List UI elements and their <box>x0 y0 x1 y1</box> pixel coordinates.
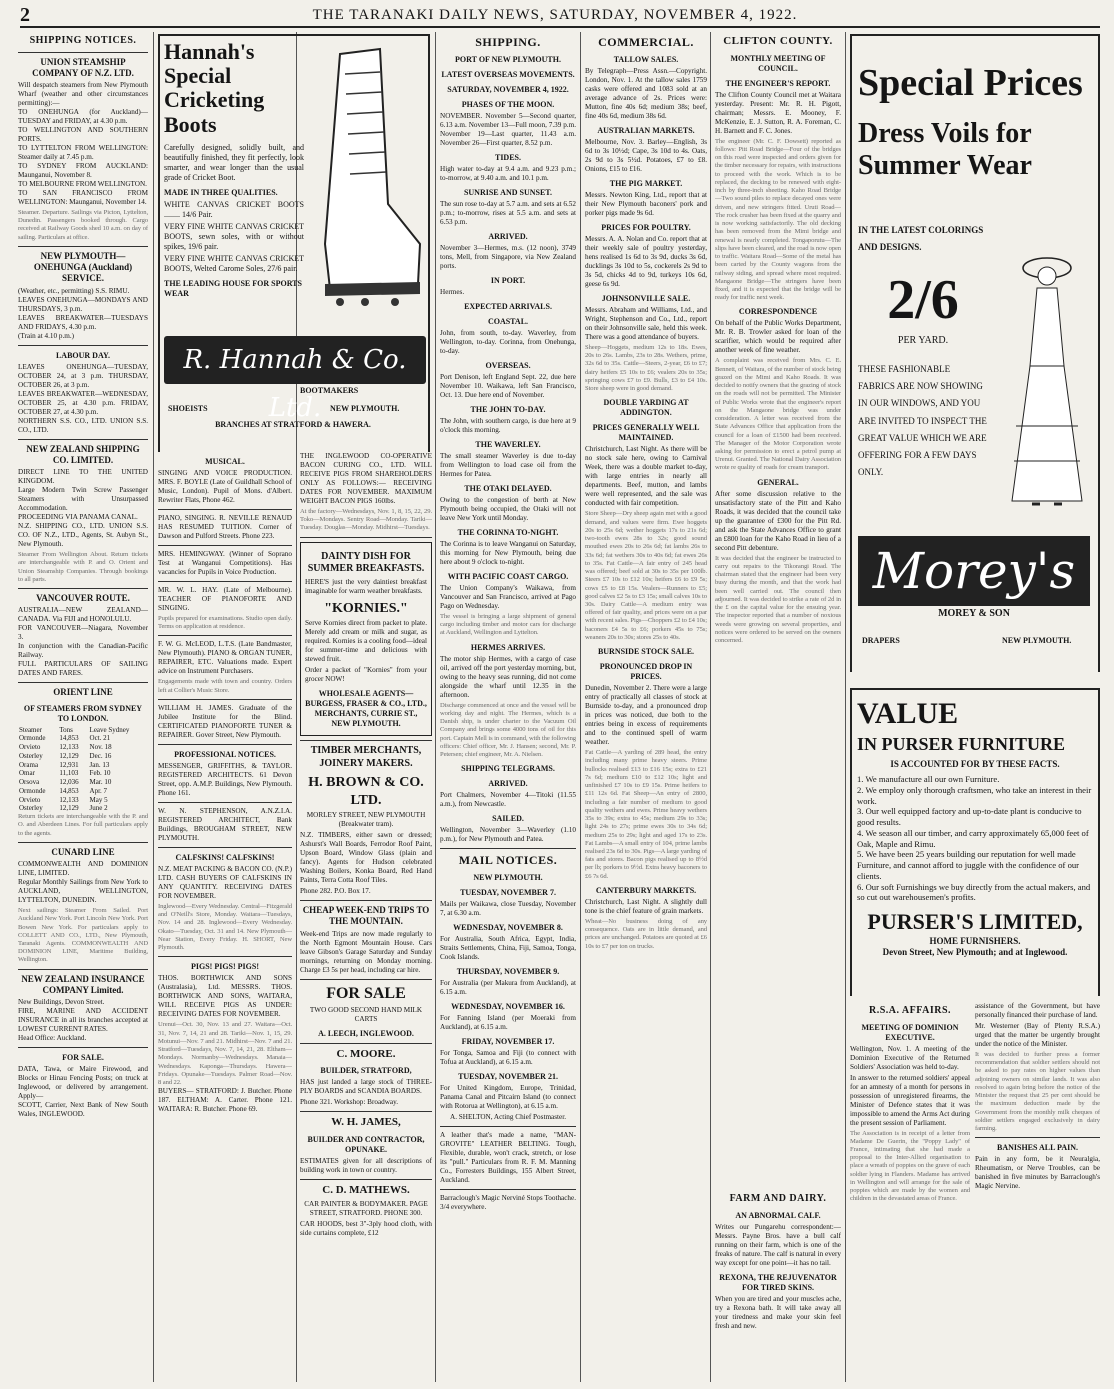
sun-heading: SUNRISE AND SUNSET. <box>463 188 553 197</box>
hannah-quality-2: VERY FINE WHITE CANVAS CRICKET BOOTS, sewn soles, with or without spikes, 19/6 pair. <box>164 221 304 251</box>
professional-item: W. N. STEPHENSON, A.N.Z.I.A. REGISTERED ARCHITECT, Bank Buildings, BROUGHAM STREET, NEW PLYMOUTH. <box>158 806 292 842</box>
tallow-heading: TALLOW SALES. <box>613 55 679 64</box>
morey-price: 2/6 <box>887 268 959 331</box>
morey-son: MOREY & SON <box>938 608 1010 619</box>
pig-body: Messrs. Newton King, Ltd., report that at their New Plymouth baconers' pork and porker pigs made 9s 6d. <box>585 191 707 217</box>
james-name: W. H. JAMES, <box>331 1116 401 1129</box>
column-rule <box>435 32 436 1382</box>
farm-heading: FARM AND DAIRY. <box>729 1193 827 1204</box>
hannah-branches: BRANCHES AT STRATFORD & HAWERA. <box>215 420 371 429</box>
aus-body: Melbourne, Nov. 3. Barley—English, 3s 6d to 3s 10½d; Cape, 3s 10d to 4s. Oats, 2s 9d to 3s 5½d. Potatoes, £7 to £8. Onions, £15 to £16. <box>585 138 707 173</box>
purser-home: HOME FURNISHERS. <box>929 935 1021 946</box>
pigs-heading: PIGS! PIGS! PIGS! <box>190 962 259 972</box>
orient-title: ORIENT LINE <box>53 687 113 698</box>
timber-title: TIMBER MERCHANTS, JOINERY MAKERS. <box>310 745 422 769</box>
morey-advertisement <box>850 32 1100 672</box>
coop-body: THE INGLEWOOD CO-OPERATIVE BACON CURING CO., LTD. WILL RECEIVE PIGS FROM SHAREHOLDERS ONLY AS FOLLOWS:— RECEIVING DATES FOR NOVEMBER. MAXIMUM WEIGHT BACON PIGS 160lbs. <box>300 452 432 505</box>
addington-heading: DOUBLE YARDING AT ADDINGTON. <box>603 398 689 418</box>
burnside-sub: PRONOUNCED DROP IN PRICES. <box>599 662 693 682</box>
coastal-heading: COASTAL. <box>487 317 529 326</box>
pacific-body: The Union Company's Waikawa, from Vancouver and San Francisco, arrived at Pago Pago on Wednesday. <box>440 584 576 610</box>
morey-subtitle: Dress Voils for Summer Wear <box>858 118 1032 182</box>
professional-item: MESSENGER, GRIFFITHS, & TAYLOR. REGISTERED ARCHITECTS. 61 Devon Street, opp. A.M.P. Buildings, New Plymouth. Phone 161. <box>158 761 292 797</box>
otaki-heading: THE OTAKI DELAYED. <box>464 484 552 493</box>
farm-body: Writes our Pungarehu correspondent:— Messrs. Payne Bros. have a bull calf running on their farm, which is one of the freaks of nature. The calf is natural in every way except for one point—it has no tail. <box>715 1222 841 1267</box>
vancouver-body: AUSTRALIA—NEW ZEALAND—CANADA. Via FIJI and HONOLULU. FOR VANCOUVER—Niagara, November 3. In conjunction with the Canadian-Pacific Railway. FULL PARTICULARS OF SAILING DATES AND FARES. <box>18 606 148 678</box>
burnside-body: Dunedin, November 2. There were a large entry of practically all classes of stock at Burnside to-day, and a pronounced drop in prices was noticed, due both to the entries being in excess of requirements and to the continued spell of warm weather. <box>585 684 707 747</box>
column-rule <box>845 32 846 1382</box>
cunard-title: CUNARD LINE <box>51 846 115 857</box>
column-rule <box>153 32 154 1382</box>
rsa-heading: R.S.A. AFFAIRS. <box>868 1005 952 1016</box>
waverley-body: The small steamer Waverley is due to-day from Wellington to load case oil from the Hermes for Patea. <box>440 452 576 478</box>
otaki-body: Owing to the congestion of berth at New Plymouth being occupied, the Otaki will not leave New York until Monday. <box>440 496 576 522</box>
purser-value: VALUE <box>857 697 959 730</box>
table-row: Ormonde 14,853 Oct. 21 <box>19 734 111 743</box>
sun-body: The sun rose to-day at 5.7 a.m. and sets at 6.52 p.m.; to-morrow, rises at 5.5 a.m. and sets at 6.53 p.m. <box>440 200 576 226</box>
mail-signoff: A. SHELTON, Acting Chief Postmaster. <box>450 1113 566 1122</box>
purser-fact: 4. We season all our timber, and carry approximately 65,000 feet of Oak, Maple and Rimu. <box>857 827 1089 849</box>
adverts-column: THE INGLEWOOD CO-OPERATIVE BACON CURING CO., LTD. WILL RECEIVE PIGS FROM SHAREHOLDERS ONLY AS FOLLOWS:— RECEIVING DATES FOR NOVEMBER. MAXIMUM WEIGHT BACON PIGS 160lbs. At the factory—Wednesdays, Nov. 1, 8, 15, 22, 29. Toko—Mondays. Sentry Road—Monday. Tariki—Tuesday. Douglas—Monday. Midhirst—Tuesdays. DAINTY DISH FOR SUMMER BREAKFASTS. HERE'S just the very daintiest breakfast imaginable for warm weather breakfasts. "KORNIES." Serve Kornies direct from packet to plate. Merely add cream or milk and sugar, as required. Kornies is a cooling food—ideal for summer-time and delicious with stewed fruit. Order a packet of "Kornies" from your grocer NOW! WHOLESALE AGENTS— BURGESS, FRASER & CO., LTD., MERCHANTS, CURRIE ST., NEW PLYMOUTH. TIMBER MERCHANTS, JOINERY MAKERS. H. BROWN & CO. LTD. MORLEY STREET, NEW PLYMOUTH (Breakwater tram). N.Z. TIMBERS, either sawn or dressed; Ashurst's Wall Boards, Ferrodor Roof Paint, Upson Board, Window Glass (plain and fancy). Agents for Hudson celebrated Washing Boilers, Konka Board, Red Hand Paints, Terra Cotta Roof Tiles. Phone 282. P.O. Box 17. CHEAP WEEK-END TRIPS TO THE MOUNTAIN. Week-end Trips are now made regularly to the North Egmont Mountain House. Cars leave Gibson's Garage Saturday and Sunday mornings, returning on Monday morning. Charge £3 5s per head, including car hire. FOR SALE TWO GOOD SECOND HAND MILK CARTS A. LEECH, INGLEWOOD. C. MOORE. BUILDER, STRATFORD, HAS just landed a large stock of THREE-PLY BOARDS and SCANDIA BOARDS. Phone 321. Workshop: Broadway. W. H. JAMES, BUILDER AND CONTRACTOR, OPUNAKE. ESTIMATES given for all descriptions of building work in town or country. C. D. MATHEWS. CAR PAINTER & BODYMAKER. PAGE STREET, STRATFORD. PHONE 300. CAR HOODS, best 3"-3ply hood cloth, with side curtains complete, £12 <box>300 452 432 1237</box>
morey-title: Special Prices <box>858 62 1083 104</box>
kornies-body-3: Order a packet of "Kornies" from your grocer NOW! <box>305 666 427 684</box>
mail-fri: FRIDAY, NOVEMBER 17. <box>461 1037 555 1047</box>
james-trade: BUILDER AND CONTRACTOR, OPUNAKE. <box>307 1135 425 1155</box>
musical-item: MR. W. L. HAY. (Late of Melbourne). TEACHER OF PIANOFORTE AND SINGING. <box>158 586 292 612</box>
calfskins-heading: CALFSKINS! CALFSKINS! <box>175 852 275 862</box>
rsa-body-2: In answer to the returned soldiers' appeal for an amnesty of a month for persons in possession of unregistered firearms, the Minister of Defence states that it was impossible to amend the Arms Act during the present session of Parliament. <box>850 1073 970 1127</box>
date-heading: SATURDAY, NOVEMBER 4, 1922. <box>447 85 569 94</box>
purser-address: Devon Street, New Plymouth; and at Inglewood. <box>882 946 1068 957</box>
for-sale-body: DATA, Tawa, or Maire Firewood, and Blocks or Hinau Fencing Posts; on truck at Inglewood, or delivered by arrangement. Apply— SCOTT, Carrier, Next Bank of New South Wales, INGLEWOOD. <box>18 1065 148 1119</box>
canterbury-heading: CANTERBURY MARKETS. <box>595 885 697 895</box>
morey-per: PER YARD. <box>897 334 949 346</box>
poultry-body: Messrs. A. A. Nolan and Co. report that at their weekly sale of poultry yesterday, hens realised 1s 6d to 3s 9d, ducks 3s 6d, ducklings 3s 10d to 5s, cockerels 2s 9d to 3s 5d, chicks 4d to 9d, turkeys 10s 6d, geese 6s 9d. <box>585 235 707 288</box>
corinna-heading: THE CORINNA TO-NIGHT. <box>457 528 559 537</box>
telegrams-heading: SHIPPING TELEGRAMS. <box>461 764 555 774</box>
hannah-shoeists: SHOEISTS <box>168 404 208 413</box>
musical-item: F. W. G. McLEOD, L.T.S. (Late Bandmaster, New Plymouth). PIANO & ORGAN TUNER, REPAIRER, ETC. Valuations made. Expert advice on Instrument Purchasers. <box>158 640 292 676</box>
moore-trade: BUILDER, STRATFORD, <box>320 1066 412 1076</box>
hannah-logo: R. Hannah & Co. Ltd. <box>164 336 426 384</box>
weekend-title: CHEAP WEEK-END TRIPS TO THE MOUNTAIN. <box>302 905 430 927</box>
engineer-heading: THE ENGINEER'S REPORT. <box>725 78 831 88</box>
timber-body: N.Z. TIMBERS, either sawn or dressed; Ashurst's Wall Boards, Ferrodor Roof Paint, Upson Board, Window Glass (plain and fancy). Agents for Hudson celebrated Washing Boilers, Konka Board, Red Hand Paints, Terra Cotta Roof Tiles. <box>300 831 432 885</box>
correspondence-heading: CORRESPONDENCE <box>738 307 818 317</box>
musical-column: MUSICAL. SINGING AND VOICE PRODUCTION. MRS. F. BOYLE (Late of Guildhall School of Music, London). Pupil of Mons. d'Albert. Rewriter Flats, Phone 462. PIANO, SINGING. R. NEVILLE RENAUD HAS RESUMED TUITION. Corner of Dawson and Pulford Streets. Phone 223. MRS. HEMINGWAY. (Winner of Soprano Test at Wanganui Competitions). Has vacancies for Pupils in Voice Production. MR. W. L. HAY. (Late of Melbourne). TEACHER OF PIANOFORTE AND SINGING. Pupils prepared for examinations. Studio open daily. Terms on application at residence. F. W. G. McLEOD, L.T.S. (Late Bandmaster, New Plymouth). PIANO & ORGAN TUNER, REPAIRER, ETC. Valuations made. Expert advice on Instrument Purchasers. Engagements made with town and country. Orders left at Collier's Music Store. WILLIAM H. JAMES. Graduate of the Jubilee Institute for the Blind. CERTIFICATED PIANOFORTE TUNER & REPAIRER. Gover Street, New Plymouth. PROFESSIONAL NOTICES. MESSENGER, GRIFFITHS, & TAYLOR. REGISTERED ARCHITECTS. 61 Devon Street, opp. A.M.P. Buildings, New Plymouth. Phone 161. W. N. STEPHENSON, A.N.Z.I.A. REGISTERED ARCHITECT, Bank Buildings, BROUGHAM STREET, NEW PLYMOUTH. CALFSKINS! CALFSKINS! N.Z. MEAT PACKING & BACON CO. (N.P.) LTD. CASH BUYERS OF CALFSKINS IN ANY QUANTITY. RECEIVING DATES FOR NOVEMBER. Inglewood—Every Wednesday. Central—Fitzgerald and O'Neill's Store, Monday. Waitara—Tuesdays, Nov. 14 and 28. Inglewood—Every Wednesday. Okato—Tuesday, Oct. 31 and 14. New Plymouth—Near Station, Every Friday. H. SHORT, New Plymouth. PIGS! PIGS! PIGS! THOS. BORTHWICK AND SONS (Australasia), Ltd. MESSRS. THOS. BORTHWICK AND SONS, WAITARA, WILL RECEIVE PIGS AS UNDER: RECEIVING DATES FOR NOVEMBER. Urenui—Oct. 30, Nov. 13 and 27. Waitara—Oct. 31, Nov. 7, 14, 21 and 28. Tariki—Nov. 1, 15, 29. Motunui—Nov. 7 and 21. Midhirst—Nov. 7 and 21. Stratford—Tuesdays, Nov. 7, 14, 21, 28. Eltham—Mondays. Normanby—Wednesdays. Manaia—Wednesdays. Kaponga—Thursdays. Hawera—Fridays. Opunake—Tuesdays. Palmer Road—Nov. 8 and 22. BUYERS— STRATFORD: J. Butcher. Phone 187. ELTHAM: A. Carter. Phone 121. WAITARA: R. Butcher. Phone 69. <box>158 457 292 1114</box>
table-row: Ormonde 14,853 Apr. 7 <box>19 786 108 795</box>
moore-name: C. MOORE. <box>336 1047 396 1060</box>
inport-body: Hermes. <box>440 288 465 296</box>
rsa-continued-column: assistance of the Government, but have personally financed their purchase of land. Mr. Westerner (Bay of Plenty R.S.A.) urged that the matter be urgently brought under the notice of the Minister. It was decided to further press a former recommendation that soldier settlers should not be asked to pay rates on higher values than adjoining owners on similar lands. It was also resolved to again bring before the notice of the Minister the request that 25 per cent should be the maximum deduction made by the Government from the monthly milk cheques of soldier settlers engaged exclusively in dairy farming. BANISHES ALL PAIN. Pain in any form, be it Neuralgia, Rheumatism, or Nerve Troubles, can be banished in five minutes by Barraclough's Magic Nervine. <box>975 1002 1100 1191</box>
purser-fact: 3. Our well equipped factory and up-to-date plant is conducive to good results. <box>857 806 1082 828</box>
mail-wed-body: For Australia, South Africa, Egypt, India, Straits Settlements, China, Fiji, Samoa, Tonga, Cook Islands. <box>440 935 576 962</box>
port-heading: PORT OF NEW PLYMOUTH. <box>455 55 561 64</box>
tides-body: High water to-day at 9.4 a.m. and 9.23 p.m.; to-morrow, at 9.40 a.m. and 10.1 p.m. <box>440 165 576 182</box>
for-sale-title: FOR SALE. <box>62 1053 104 1063</box>
clifton-heading: CLIFTON COUNTY. <box>723 35 833 47</box>
kornies-title: DAINTY DISH FOR SUMMER BREAKFASTS. <box>307 550 425 575</box>
musical-item: PIANO, SINGING. R. NEVILLE RENAUD HAS RESUMED TUITION. Corner of Dawson and Pulford Streets. Phone 223. <box>158 514 292 540</box>
hannah-qualities: MADE IN THREE QUALITIES. <box>164 187 278 197</box>
tides-heading: TIDES. <box>494 153 521 162</box>
morey-town: NEW PLYMOUTH. <box>1002 636 1072 645</box>
banished-heading: BANISHES ALL PAIN. <box>997 1143 1078 1153</box>
table-row: Orsova 12,036 Mar. 10 <box>19 778 112 787</box>
lady-figure-illustration <box>1002 246 1092 516</box>
table-row: Orvieto 12,133 Nov. 18 <box>19 743 112 752</box>
pacific-heading: WITH PACIFIC COAST CARGO. <box>447 572 569 581</box>
hannah-advertisement <box>158 32 430 452</box>
hannah-bootmakers: BOOTMAKERS <box>300 386 359 395</box>
onehunga-body: (Weather, etc., permitting) S.S. RIMU. LEAVES ONEHUNGA—MONDAYS AND THURSDAYS, 3 p.m. LEAVES BREAKWATER—TUESDAYS AND FRIDAYS, 4.30 p.m. (Train at 4.10 p.m.) <box>18 286 148 340</box>
mail-heading: MAIL NOTICES. <box>458 853 558 868</box>
cunard-body: COMMONWEALTH AND DOMINION LINE, LIMITED. Regular Monthly Sailings from New York to AUCKLAND, WELLINGTON, LYTTELTON, DUNEDIN. <box>18 860 148 905</box>
page-number: 2 <box>20 3 30 26</box>
addington-sub: PRICES GENERALLY WELL MAINTAINED. <box>592 423 700 443</box>
masthead <box>20 4 1100 28</box>
rexona-heading: REXONA, THE REJUVENATOR FOR TIRED SKINS. <box>719 1272 837 1292</box>
timber-phone: Phone 282. P.O. Box 17. <box>300 887 371 896</box>
poultry-heading: PRICES FOR POULTRY. <box>601 223 691 232</box>
purser-fact: 6. Our soft Furnishings we buy directly from the actual makers, and so cut out warehousemen's profits. <box>857 881 1091 903</box>
for-sale-contact: A. LEECH, INGLEWOOD. <box>318 1028 414 1038</box>
mail-fri-body: For Tonga, Samoa and Fiji (to connect with Tofua at Auckland), at 6.15 a.m. <box>440 1049 576 1067</box>
rsa-sub: MEETING OF DOMINION EXECUTIVE. <box>861 1022 959 1042</box>
rsa-body: Wellington, Nov. 1. A meeting of the Dominion Executive of the Returned Soldiers' Association was held to-day. <box>850 1044 970 1071</box>
overseas-body: Port Denison, left England Sept. 22, due here November 10. Waikawa, left San Francisco, Oct. 13. Due here end of November. <box>440 373 576 399</box>
column-header: Leave Sydney <box>89 725 130 734</box>
hannah-quality-1: WHITE CANVAS CRICKET BOOTS ........ 14/6 Pair. <box>164 199 304 219</box>
table-row: Omar 11,103 Feb. 10 <box>19 769 111 778</box>
table-row: Osterley 12,129 June 2 <box>19 804 108 813</box>
hermes-heading: HERMES ARRIVES. <box>470 642 546 652</box>
james-body: ESTIMATES given for all descriptions of building work in town or country. <box>300 1157 432 1175</box>
purser-fact: 5. We have been 25 years building our reputation for well made Furniture, and cannot afford to juggle with the confidence of our clients. <box>857 849 1080 881</box>
hermes-body: The motor ship Hermes, with a cargo of case oil, arrived off the port yesterday morning, but, owing to the heavy seas running, did not come alongside the wharf until 12.35 in the afternoon. <box>440 654 576 699</box>
moore-phone: Phone 321. Workshop: Broadway. <box>300 1098 399 1107</box>
coastal-body: John, from south, to-day. Waverley, from Wellington, to-day. Corinna, from Onehunga, to-day. <box>440 329 576 355</box>
moore-body: HAS just landed a large stock of THREE-PLY BOARDS and SCANDIA BOARDS. <box>300 1078 432 1096</box>
arrived-body: November 3—Hermes, m.s. (12 noon), 3749 tons, Mell, from Singapore, via New Zealand ports. <box>440 244 576 270</box>
onehunga-title: NEW PLYMOUTH—ONEHUNGA (Auckland) SERVICE. <box>33 250 133 284</box>
expected-heading: EXPECTED ARRIVALS. <box>464 302 552 311</box>
table-row: Orama 12,931 Jan. 13 <box>19 760 110 769</box>
hannah-town: NEW PLYMOUTH. <box>330 404 400 413</box>
mangrovite-ad: A leather that's made a name, "MAN-GROVITE" LEATHER BELTING. Tough, Flexible, durable, won't crack, stretch, or lose its "pull." Particulars from R. F. M. Manning Co., Forresters Buildings, 155 Albert Street, Auckland. <box>440 1131 576 1185</box>
rsa-column: R.S.A. AFFAIRS. MEETING OF DOMINION EXECUTIVE. Wellington, Nov. 1. A meeting of the Dominion Executive of the Returned Soldiers' Association was held to-day. In answer to the returned soldiers' appeal for an amnesty of a month for persons in possession of unregistered firearms, the Minister of Defence states that it was impossible to amend the Arms Act during the present session of Parliament. The Association is in receipt of a letter from Madame De Guerin, the "Poppy Lady" of France, intimating that she had made a proposal to the Inter-Allied organisation to place a wreath of poppies on the grave of each soldier lying in Flanders. Madame has arrived in Wellington and will arrange for the sale of poppies which are made by the women and children in the devastated areas of France. <box>850 1005 970 1203</box>
timber-address: MORLEY STREET, NEW PLYMOUTH (Breakwater tram). <box>306 811 426 829</box>
mail-tue: TUESDAY, NOVEMBER 7. <box>460 888 556 898</box>
musical-heading: MUSICAL. <box>205 457 245 466</box>
morey-colorings: IN THE LATEST COLORINGS AND DESIGNS. <box>858 225 984 252</box>
union-title: UNION STEAMSHIP COMPANY OF N.Z. LTD. <box>32 56 134 78</box>
column-header: Tons <box>59 725 73 734</box>
labour-day-title: LABOUR DAY. <box>55 350 111 360</box>
newspaper-title: THE TARANAKI DAILY NEWS, SATURDAY, NOVEMBER 4, 1922. <box>312 6 798 23</box>
clifton-sub: MONTHLY MEETING OF COUNCIL. <box>730 53 826 73</box>
kornies-name: "KORNIES." <box>324 600 408 616</box>
column-rule <box>710 32 711 1382</box>
canterbury-body: Christchurch, Last Night. A slightly dull tone is the chief feature of grain markets. <box>585 897 707 915</box>
cricket-boot-illustration <box>310 44 425 319</box>
johnsonville-heading: JOHNSONVILLE SALE. <box>601 294 691 303</box>
column-rule <box>580 32 581 1382</box>
john-heading: THE JOHN TO-DAY. <box>470 405 546 414</box>
nz-shipping-title: NEW ZEALAND SHIPPING CO. LIMITED. <box>26 443 140 465</box>
purser-name: PURSER'S LIMITED, <box>867 909 1083 935</box>
inport-heading: IN PORT. <box>490 276 526 285</box>
mail-wed16-body: For Fanning Island (per Moeraki from Auckland), at 6.15 a.m. <box>440 1014 576 1032</box>
mail-wed: WEDNESDAY, NOVEMBER 8. <box>453 923 563 933</box>
rexona-body: When you are tired and your muscles ache, try a Rexona bath. It will take away all your tiredness and make your skin feel fresh and new. <box>715 1294 841 1330</box>
pig-heading: THE PIG MARKET. <box>609 179 683 188</box>
table-header-row <box>18 726 148 735</box>
kornies-body: HERE'S just the very daintiest breakfast imaginable for warm weather breakfasts. <box>305 577 427 595</box>
nz-shipping-body: DIRECT LINE TO THE UNITED KINGDOM. Large Modern Twin Screw Passenger Steamers with Unsurpassed Accommodation. PROCEEDING VIA PANAMA CANAL. N.Z. SHIPPING CO., LTD. UNION S.S. CO. OF N.Z., LTD., Agents, St. Aubyn St., New Plymouth. <box>18 468 148 549</box>
table-row: Osterley 12,129 Dec. 16 <box>19 751 112 760</box>
purser-fact: 2. We employ only thorough craftsmen, who take an interest in their work. <box>857 784 1092 806</box>
arrived-heading: ARRIVED. <box>488 232 528 241</box>
telegrams-sailed-body: Wellington, November 3—Waverley (1.10 p.m.), for New Plymouth and Patea. <box>440 826 576 844</box>
clifton-column: CLIFTON COUNTY. MONTHLY MEETING OF COUNCIL. THE ENGINEER'S REPORT. The Clifton County Council met at Waitara yesterday. Present: Mr. R. H. Pigott, chairman; Messrs. E. Mooney, F. McKenzie, E. J. Sutton, R. A. Foreman, C. H. Barnett and F. C. Jones. The engineer (Mr. C. F. Dowsett) reported as follows: Pitt Road Bridge—Four of the bridges on this road were inspected and orders given for the timber necessary for repairs, with instructions to proceed with the work. Which is to be replaced, the decking to be renewed with eight-inch by three-inch sheeting. Kaho Road Bridge—Two sound piles to replace decayed ones were driven, and new stringers fitted. Uruti Road—The rock crusher has been fixed at the quarry and is now working satisfactorily. The old decking has been removed from the Mimi bridge and renewal is nearly completed. Tongaporutu—The slips have been cleared, and the road is now open to traffic. Waitara Road—Some of the metal has been carted by the County wagons from the railway siding, and spread where most required. Mangaone Bridge—The stringers have been fixed, and it is expected that the bridge will be ready for traffic next week. CORRESPONDENCE On behalf of the Public Works Department, Mr. R. B. Trowler asked for loan of the scarifier, which would be required after another week of fine weather. A complaint was received from Mrs. C. E. Bennett, of Waitara, of the number of stock being grazed on the Mimi and Kaho Roads. It was decided to notify owners that the grazing of stock on the roads will not be permitted. The Minister of Public Works wrote that the engineer's report on the Mangaone bridge was under consideration. A letter was received from the State Advances Office that application from the council for a loan of £1500 had been received. The Manager of the Motor Corporation wrote asking for permission to erect a petrol pump at Urenui. Granted. The National Dairy Association wrote re quality of roads for cream transport. GENERAL. After some discussion relative to the unsatisfactory state of the Pitt and Kaho Roads, it was decided that the council take up the guarantee of £300 for the Pitt Rd. and ask the State Advances Office to grant an £800 loan for the Kaho Road in lieu of a second Pitt debenture. It was decided that the engineer be instructed to carry out repairs to the Tikorangi Road. The chairman stated that the engineer had been very busy during the month, and that the work had been well carried out. The council then adjourned. It was decided to strike a rate of 2d in the £ on the capital value for the ensuing year. The inspector reported that a number of noxious weeds were growing on several properties, and notices were ordered to be served on the owners concerned. <box>715 35 841 645</box>
vancouver-title: VANCOUVER ROUTE. <box>36 593 130 604</box>
nz-insurance-body: New Buildings, Devon Street. FIRE, MARINE AND ACCIDENT INSURANCE in all its branches accepted at LOWEST CURRENT RATES. Head Office: Auckland. <box>18 998 148 1043</box>
kornies-advertisement <box>300 542 432 737</box>
rsa-continued-body: assistance of the Government, but have personally financed their purchase of land. <box>975 1002 1100 1019</box>
musical-item: WILLIAM H. JAMES. Graduate of the Jubilee Institute for the Blind. CERTIFICATED PIANOFORTE TUNER & REPAIRER. Gover Street, New Plymouth. <box>158 703 292 739</box>
morey-body: THESE FASHIONABLE FABRICS ARE NOW SHOWING IN OUR WINDOWS, AND YOU ARE INVITED TO INSPECT THE GREAT VALUE WHICH WE ARE OFFERING FOR A FEW DAYS ONLY. <box>858 364 987 477</box>
moon-heading: PHASES OF THE MOON. <box>461 100 555 109</box>
telegrams-sailed: SAILED. <box>492 814 524 824</box>
shipping-heading: SHIPPING. <box>475 35 541 49</box>
hannah-title: Hannah's Special Cricketing Boots <box>164 39 265 137</box>
clifton-body: The Clifton County Council met at Waitara yesterday. Present: Mr. R. H. Pigott, chairman; Messrs. E. Mooney, F. McKenzie, E. J. Sutton, R. A. Foreman, C. H. Barnett and F. C. Jones. <box>715 90 841 135</box>
mail-thu: THURSDAY, NOVEMBER 9. <box>456 967 560 977</box>
rsa-continued-body-2: Mr. Westerner (Bay of Plenty R.S.A.) urged that the matter be urgently brought under the notice of the Minister. <box>975 1022 1100 1048</box>
barraclough-ad: Barraclough's Magic Nerviné Stops Toothache. 3/4 everywhere. <box>440 1194 576 1212</box>
orient-subtitle: OF STEAMERS FROM SYDNEY TO LONDON. <box>23 703 143 723</box>
mail-wed16: WEDNESDAY, NOVEMBER 16. <box>451 1002 565 1012</box>
orient-table <box>18 726 148 814</box>
tallow-body: By Telegraph—Press Assn.—Copyright. London, Nov. 1. At the tallow sales 1759 casks were offered and 1083 sold at an average advance of 2s. Prices were: Mutton, fine 40s 6d; medium 38s; beef, fine 40s 6d, medium 38s 6d. <box>585 67 707 120</box>
latest-heading: LATEST OVERSEAS MOVEMENTS. <box>441 70 575 79</box>
aus-heading: AUSTRALIAN MARKETS. <box>597 126 695 135</box>
column-header: Steamer <box>19 725 42 734</box>
mathews-body: CAR PAINTER & BODYMAKER. PAGE STREET, STRATFORD. PHONE 300. <box>304 1199 428 1217</box>
nz-insurance-title: NEW ZEALAND INSURANCE COMPANY Limited. <box>21 973 145 995</box>
mail-tue21-body: For United Kingdom, Europe, Trinidad, Panama Canal and Pitcairn Island (to connect with Rotorua at Wellington), at 6.15 a.m. <box>440 1084 576 1111</box>
waverley-heading: THE WAVERLEY. <box>475 440 541 449</box>
purser-in: IN PURSER FURNITURE <box>857 733 1066 754</box>
purser-assured: IS ACCOUNTED FOR BY THESE FACTS. <box>890 759 1060 769</box>
commercial-column: COMMERCIAL. TALLOW SALES. By Telegraph—Press Assn.—Copyright. London, Nov. 1. At the tallow sales 1759 casks were offered and 1083 sold at an average advance of 2s. Prices were: Mutton, fine 40s 6d; medium 38s; beef, fine 40s 6d, medium 38s 6d. AUSTRALIAN MARKETS. Melbourne, Nov. 3. Barley—English, 3s 6d to 3s 10½d; Cape, 3s 10d to 4s. Oats, 2s 9d to 3s 5½d. Potatoes, £7 to £8. Onions, £15 to £16. THE PIG MARKET. Messrs. Newton King, Ltd., report that at their New Plymouth baconers' pork and porker pigs made 9s 6d. PRICES FOR POULTRY. Messrs. A. A. Nolan and Co. report that at their weekly sale of poultry yesterday, hens realised 1s 6d to 3s 9d, ducks 3s 6d, ducklings 3s 10d to 5s, cockerels 2s 9d to 3s 5d, chicks 4d to 9d, turkeys 10s 6d, geese 6s 9d. JOHNSONVILLE SALE. Messrs. Abraham and Williams, Ltd., and Wright, Stephenson and Co., Ltd., report on their Johnsonville sale, held this week. There was a good attendance of buyers. Sheep—Hoggets, medium 12s to 18s. Ewes, 20s to 26s. Lambs, 23s to 28s. Wethers, prime, 32s 6d to 35s. Cattle—Steers, 2-year, £6 to £7; dairy heifers £5 10s to £6; vealers 20s to 35s; springing cows £7 to £9. Bulls, £3 to £4 10s. Store sheep were in good demand. DOUBLE YARDING AT ADDINGTON. PRICES GENERALLY WELL MAINTAINED. Christchurch, Last Night. As there will be no stock sale here, owing to Carnival Week, there was a double market to-day, with large entries in nearly all departments. Beef, mutton, and lambs were well represented, and the sale was conducted with fair competition. Store Sheep—Dry sheep again met with a good demand, and values were firm. Ewe hoggets 20s to 25s 6d; wether hoggets 17s to 21s 6d; two-tooth ewes 28s to 32s; good sound mouthed ewes 20s to 26s 6d; fat lambs 26s to 33s 6d; fat wethers 30s to 40s 6d; fat ewes 26s to 35s. Fat Cattle—A fair entry of 245 head was offered; beef sold at 30s to 35s per 100lb. Steers £7 10s to £12 10s; heifers £6 to £9 5s; cows £5 to £8 15s. Vealers—Runners to £5; good calves £2 5s to £3 15s; small calves 10s to 30s. Dairy Cattle—A medium entry was offered of fair quality, and prices were on a par with recent sales. Pigs—Choppers £2 to £4 10s; baconers £4 5s to £6; porkers 45s to 75s; weaners 20s to 30s; stores 25s to 40s. BURNSIDE STOCK SALE. PRONOUNCED DROP IN PRICES. Dunedin, November 2. There were a large entry of practically all classes of stock at Burnside to-day, and a pronounced drop in prices was noticed, due both to the entries being in excess of requirements and to the continued spell of warm weather. Fat Cattle—A yarding of 289 head, the entry including many prime heavy steers. Prime bullocks realised £13 to £16 15s; extra to £21 7s 6d; medium £10 to £12 10s; light and unfinished £7 10s to £9 15s. Prime heifers to £11 12s 6d. Fat Sheep—An entry of 2800, including a fair number of medium to good quality wethers and ewes. Prime heavy wethers 35s to 39s; extra to 45s; medium 29s to 33s; light 24s to 27s; prime ewes 30s to 34s 6d; medium 25s to 29s; light and aged 17s to 23s. Fat Lambs—A small entry of 104, prime lambs realised 23s 6d to 30s. Pigs—A large yarding of fats and stores. Bacon pigs realised up to 8½d per lb; porkers to 9½d. Extra heavy baconers to £6 7s 6d. CANTERBURY MARKETS. Christchurch, Last Night. A slightly dull tone is the chief feature of grain markets. Wheat—No business doing of any consequence. Oats are in little demand, and prices are unchanged. Potatoes are quoted at £6 10s to £7 per ton on trucks. <box>585 35 707 950</box>
johnsonville-body: Messrs. Abraham and Williams, Ltd., and Wright, Stephenson and Co., Ltd., report on their Johnsonville sale, held this week. There was a good attendance of buyers. <box>585 306 707 341</box>
farm-sub: AN ABNORMAL CALF. <box>735 1210 821 1220</box>
kornies-body-2: Serve Kornies direct from packet to plate. Merely add cream or milk and sugar, as required. Kornies is a cooling food—ideal for summer-time and delicious with stewed fruit. <box>305 619 427 664</box>
commercial-heading: COMMERCIAL. <box>598 35 694 49</box>
general-heading: GENERAL. <box>757 477 799 487</box>
hannah-house: THE LEADING HOUSE FOR SPORTS WEAR <box>164 278 302 298</box>
mail-tue21: TUESDAY, NOVEMBER 21. <box>458 1072 558 1082</box>
morey-logo: Morey's <box>858 536 1090 606</box>
timber-firm: H. BROWN & CO. LTD. <box>308 775 424 808</box>
for-sale-heading: FOR SALE <box>326 984 406 1002</box>
weekend-body: Week-end Trips are now made regularly to the North Egmont Mountain House. Cars leave Gibson's Garage Saturday and Sunday mornings, returning on Monday morning. Charge £3 5s per head, including car hire. <box>300 929 432 974</box>
pigs-body: THOS. BORTHWICK AND SONS (Australasia), Ltd. MESSRS. THOS. BORTHWICK AND SONS, WAITARA, WILL RECEIVE PIGS AS UNDER: RECEIVING DATES FOR NOVEMBER. <box>158 974 292 1019</box>
union-body: Will despatch steamers from New Plymouth Wharf (weather and other circumstances permitting):— TO ONEHUNGA (for Auckland)—TUESDAY and FRIDAY, at 4.30 p.m. TO WELLINGTON AND SOUTHERN PORTS. TO LYTTELTON FROM WELLINGTON: Steamer daily at 7.45 p.m. TO SYDNEY FROM AUCKLAND: Maunganui, November 8. TO MELBOURNE FROM WELLINGTON. TO SAN FRANCISCO FROM WELLINGTON: Maunganui, November 14. <box>18 81 148 206</box>
mail-tue-body: Mails per Waikawa, close Tuesday, November 7, at 6.30 a.m. <box>440 900 576 918</box>
labour-day-body: LEAVES ONEHUNGA—TUESDAY, OCTOBER 24, at 3 p.m. THURSDAY, OCTOBER 26, at 3 p.m. LEAVES BREAKWATER—WEDNESDAY, OCTOBER 25, at 4.30 p.m. FRIDAY, OCTOBER 27, at 4.30 p.m. NORTHERN S.S. CO., LTD. UNION S.S. CO., LTD. <box>18 362 148 434</box>
mathews-name: C. D. MATHEWS. <box>322 1184 410 1197</box>
musical-item: MRS. HEMINGWAY. (Winner of Soprano Test at Wanganui Competitions). Has vacancies for Pupils in Voice Production. <box>158 550 292 576</box>
overseas-heading: OVERSEAS. <box>485 361 531 370</box>
musical-item: SINGING AND VOICE PRODUCTION. MRS. F. BOYLE (Late of Guildhall School of Music, London). Pupil of Mons. d'Albert. Rewriter Flats, Phone 462. <box>158 469 292 504</box>
purser-fact: 1. We manufacture all our own Furniture. <box>857 774 1000 785</box>
shipping-notices-column: SHIPPING NOTICES. UNION STEAMSHIP COMPANY OF N.Z. LTD. Will despatch steamers from New Plymouth Wharf (weather and other circumstances permitting):— TO ONEHUNGA (for Auckland)—TUESDAY and FRIDAY, at 4.30 p.m. TO WELLINGTON AND SOUTHERN PORTS. TO LYTTELTON FROM WELLINGTON: Steamer daily at 7.45 p.m. TO SYDNEY FROM AUCKLAND: Maunganui, November 8. TO MELBOURNE FROM WELLINGTON. TO SAN FRANCISCO FROM WELLINGTON: Maunganui, November 14. Steamer. Departure. Sailings via Picton, Lyttelton, Dunedin. Passengers booked through. Cargo received at Railway Goods shed 10 a.m. on day of sailing. Particulars at office. NEW PLYMOUTH—ONEHUNGA (Auckland) SERVICE. (Weather, etc., permitting) S.S. RIMU. LEAVES ONEHUNGA—MONDAYS AND THURSDAYS, 3 p.m. LEAVES BREAKWATER—TUESDAYS AND FRIDAYS, 4.30 p.m. (Train at 4.10 p.m.) LABOUR DAY. LEAVES ONEHUNGA—TUESDAY, OCTOBER 24, at 3 p.m. THURSDAY, OCTOBER 26, at 3 p.m. LEAVES BREAKWATER—WEDNESDAY, OCTOBER 25, at 4.30 p.m. FRIDAY, OCTOBER 27, at 4.30 p.m. NORTHERN S.S. CO., LTD. UNION S.S. CO., LTD. NEW ZEALAND SHIPPING CO. LIMITED. DIRECT LINE TO THE UNITED KINGDOM. Large Modern Twin Screw Passenger Steamers with Unsurpassed Accommodation. PROCEEDING VIA PANAMA CANAL. N.Z. SHIPPING CO., LTD. UNION S.S. CO. OF N.Z., LTD., Agents, St. Aubyn St., New Plymouth. Steamer From Wellington About. Return tickets are interchangeable with P. and O. Orient and Union Steamship Companies. Through bookings to all parts. VANCOUVER ROUTE. AUSTRALIA—NEW ZEALAND—CANADA. Via FIJI and HONOLULU. FOR VANCOUVER—Niagara, November 3. In conjunction with the Canadian-Pacific Railway. FULL PARTICULARS OF SAILING DATES AND FARES. ORIENT LINE OF STEAMERS FROM SYDNEY TO LONDON. Steamer Tons Leave Sydney Ormonde 14,853 Oct. 21 Orvieto 12,133 Nov. 18 Osterley 12,129 Dec. 16 Orama 12,931 Jan. 13 Omar 11,103 Feb. 10 Orsova 12,036 Mar. 10 Ormonde 14,853 Apr. 7 Orvieto 12,133 May 5 Osterley 12,129 June 2 Return tickets are interchangeable with the P. and O. and Aberdeen Lines. For full particulars apply to the agents. CUNARD LINE COMMONWEALTH AND DOMINION LINE, LIMITED. Regular Monthly Sailings from New York to AUCKLAND, WELLINGTON, LYTTELTON, DUNEDIN. Next sailings: Steamer From Sailed. Port Auckland New York. Port Lincoln New York. Port Bowen New York. For particulars apply to COLLETT AND CO., LTD., New Plymouth, Taranaki Agents. COMMONWEALTH AND DOMINION LINE, Maritime Building, Wellington. NEW ZEALAND INSURANCE COMPANY Limited. New Buildings, Devon Street. FIRE, MARINE AND ACCIDENT INSURANCE in all its branches accepted at LOWEST CURRENT RATES. Head Office: Auckland. FOR SALE. DATA, Tawa, or Maire Firewood, and Blocks or Hinau Fencing Posts; on truck at Inglewood, or delivered by arrangement. Apply— SCOTT, Carrier, Next Bank of New South Wales, INGLEWOOD. <box>18 35 148 1119</box>
hannah-quality-3: VERY FINE WHITE CANVAS CRICKET BOOTS, Welted Carome Soles, 27/6 pair. <box>164 253 304 273</box>
hannah-body: Carefully designed, solidly built, and beautifully finished, they fit perfectly, look smarter, and wear longer than the usual grade of Cricket Boot. <box>164 142 304 182</box>
for-sale-body: TWO GOOD SECOND HAND MILK CARTS <box>309 1005 423 1023</box>
calfskins-body: N.Z. MEAT PACKING & BACON CO. (N.P.) LTD. CASH BUYERS OF CALFSKINS IN ANY QUANTITY. RECEIVING DATES FOR NOVEMBER. <box>158 864 292 900</box>
john-body: The John, with southern cargo, is due here at 9 o'clock this morning. <box>440 417 576 434</box>
table-row: Orvieto 12,133 May 5 <box>19 795 108 804</box>
telegrams-arrived: ARRIVED. <box>488 779 528 789</box>
corinna-body: The Corinna is to leave Wanganui on Saturday, this morning for New Plymouth, being due here about 9 o'clock to-night. <box>440 540 576 566</box>
farm-column <box>715 1190 841 1382</box>
kornies-agents: WHOLESALE AGENTS— BURGESS, FRASER & CO., LTD., MERCHANTS, CURRIE ST., NEW PLYMOUTH. <box>305 689 427 729</box>
moon-body: NOVEMBER. November 5—Second quarter, 6.13 a.m. November 13—Full moon, 7.39 p.m. November 19—Last quarter, 11.43 a.m. November 26—First quarter, 8.52 p.m. <box>440 112 576 147</box>
correspondence-body: On behalf of the Public Works Department, Mr. R. B. Trowler asked for loan of the scarifier, which would be required after another week of fine weather. <box>715 319 841 355</box>
mail-thu-body: For Australia (per Makura from Auckland), at 6.15 a.m. <box>440 979 576 997</box>
shipping-notices-heading: SHIPPING NOTICES. <box>29 35 137 46</box>
shipping-news-column: SHIPPING. PORT OF NEW PLYMOUTH. LATEST OVERSEAS MOVEMENTS. SATURDAY, NOVEMBER 4, 1922. PHASES OF THE MOON. NOVEMBER. November 5—Second quarter, 6.13 a.m. November 13—Full moon, 7.39 p.m. November 19—Last quarter, 11.43 a.m. November 26—First quarter, 8.52 p.m. TIDES. High water to-day at 9.4 a.m. and 9.23 p.m.; to-morrow, at 9.40 a.m. and 10.1 p.m. SUNRISE AND SUNSET. The sun rose to-day at 5.7 a.m. and sets at 6.52 p.m.; to-morrow, rises at 5.5 a.m. and sets at 6.53 p.m. ARRIVED. November 3—Hermes, m.s. (12 noon), 3749 tons, Mell, from Singapore, via New Zealand ports. IN PORT. Hermes. EXPECTED ARRIVALS. COASTAL. John, from south, to-day. Waverley, from Wellington, to-day. Corinna, from Onehunga, to-day. OVERSEAS. Port Denison, left England Sept. 22, due here November 10. Waikawa, left San Francisco, Oct. 13. Due here end of November. THE JOHN TO-DAY. The John, with southern cargo, is due here at 9 o'clock this morning. THE WAVERLEY. The small steamer Waverley is due to-day from Wellington to load case oil from the Hermes for Patea. THE OTAKI DELAYED. Owing to the congestion of berth at New Plymouth being occupied, the Otaki will not leave New York until Monday. THE CORINNA TO-NIGHT. The Corinna is to leave Wanganui on Saturday, this morning for New Plymouth, being due here about 9 o'clock to-night. WITH PACIFIC COAST CARGO. The Union Company's Waikawa, from Vancouver and San Francisco, arrived at Pago Pago on Wednesday. The vessel is bringing a large shipment of general cargo including timber and motor cars for discharge at Auckland, Wellington and Lyttelton. HERMES ARRIVES. The motor ship Hermes, with a cargo of case oil, arrived off the port yesterday morning, but, owing to the heavy seas running, did not come alongside the wharf until 12.35 in the afternoon. Discharge commenced at once and the vessel will be working day and night. The Hermes, which is a Danish ship, is under charter to the Vacuum Oil Company and brings some 4000 tons of oil for this port. Captain Mell is in command, with the following officers: Chief officer, Mr. J. Hansen; second, Mr. P. Petersen; chief engineer, Mr. A. Nielsen. SHIPPING TELEGRAMS. ARRIVED. Port Chalmers, November 4—Titoki (11.55 a.m.), from Newcastle. SAILED. Wellington, November 3—Waverley (1.10 p.m.), for New Plymouth and Patea. MAIL NOTICES. NEW PLYMOUTH. TUESDAY, NOVEMBER 7. Mails per Waikawa, close Tuesday, November 7, at 6.30 a.m. WEDNESDAY, NOVEMBER 8. For Australia, South Africa, Egypt, India, Straits Settlements, China, Fiji, Samoa, Tonga, Cook Islands. THURSDAY, NOVEMBER 9. For Australia (per Makura from Auckland), at 6.15 a.m. WEDNESDAY, NOVEMBER 16. For Fanning Island (per Moeraki from Auckland), at 6.15 a.m. FRIDAY, NOVEMBER 17. For Tonga, Samoa and Fiji (to connect with Tofua at Auckland), at 6.15 a.m. TUESDAY, NOVEMBER 21. For United Kingdom, Europe, Trinidad, Panama Canal and Pitcairn Island (to connect with Rotorua at Wellington), at 6.15 a.m. A. SHELTON, Acting Chief Postmaster. A leather that's made a name, "MAN-GROVITE" LEATHER BELTING. Tough, Flexible, durable, won't crack, stretch, or lose its "pull." Particulars from R. F. M. Manning Co., Forresters Buildings, 155 Albert Street, Auckland. Barraclough's Magic Nerviné Stops Toothache. 3/4 everywhere. <box>440 35 576 1212</box>
mail-place: NEW PLYMOUTH. <box>473 873 543 883</box>
telegrams-arrived-body: Port Chalmers, November 4—Titoki (11.55 a.m.), from Newcastle. <box>440 791 576 809</box>
purser-advertisement <box>850 686 1100 996</box>
pigs-buyers: BUYERS— STRATFORD: J. Butcher. Phone 187. ELTHAM: A. Carter. Phone 121. WAITARA: R. Butcher. Phone 69. <box>158 1087 292 1114</box>
morey-drapers: DRAPERS <box>862 636 900 645</box>
mathews-tag: CAR HOODS, best 3"-3ply hood cloth, with side curtains complete, £12 <box>300 1219 432 1237</box>
burnside-heading: BURNSIDE STOCK SALE. <box>597 647 695 657</box>
addington-body: Christchurch, Last Night. As there will be no stock sale here, owing to Carnival Week, there was a double market to-day, with large entries in nearly all departments. Beef, mutton, and lambs were well represented, and the sale was conducted with fair competition. <box>585 445 707 508</box>
banished-body: Pain in any form, be it Neuralgia, Rheumatism, or Nerve Troubles, can be banished in five minutes by Barraclough's Magic Nervine. <box>975 1155 1100 1191</box>
professional-heading: PROFESSIONAL NOTICES. <box>174 749 276 759</box>
general-body: After some discussion relative to the unsatisfactory state of the Pitt and Kaho Roads, it was decided that the council take up the guarantee of £300 for the Pitt Rd. and ask the State Advances Office to grant an £800 loan for the Kaho Road in lieu of a second Pitt debenture. <box>715 489 841 552</box>
